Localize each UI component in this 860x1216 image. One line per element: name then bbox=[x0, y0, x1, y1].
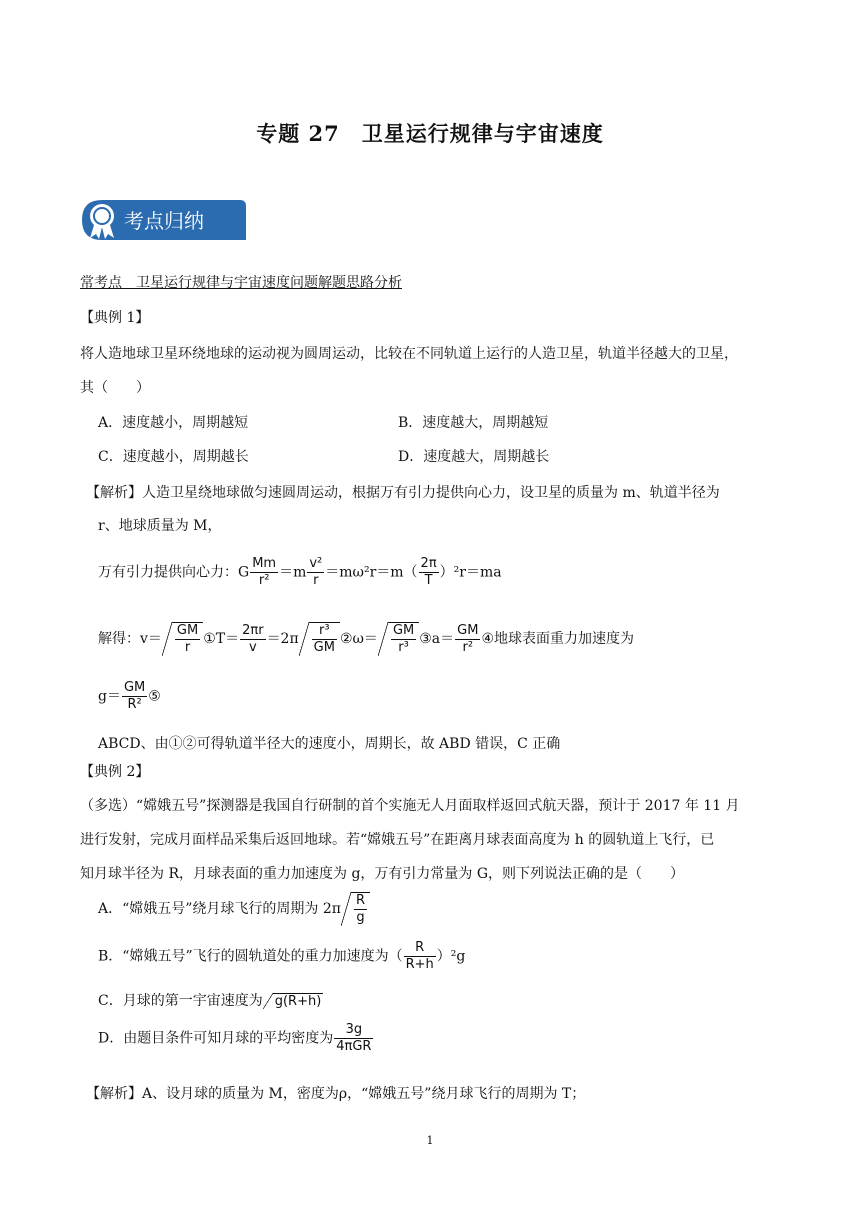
example1-stem-line1: 将人造地球卫星环绕地球的运动视为圆周运动，比较在不同轨道上运行的人造卫星，轨道半径越大的卫星， bbox=[80, 346, 738, 362]
example2-stem-line3: 知月球半径为 R，月球表面的重力加速度为 g，万有引力常量为 G，则下列说法正确的是（ ） bbox=[80, 866, 685, 882]
example1-stem-line2: 其（ ） bbox=[80, 380, 150, 396]
analysis1-line1: 【解析】人造卫星绕地球做匀速圆周运动，根据万有引力提供向心力，设卫星的质量为 m、轨道半径为 bbox=[86, 485, 720, 501]
example1-conclusion: ABCD、由①②可得轨道半径大的速度小，周期长，故 ABD 错误，C 正确 bbox=[98, 736, 561, 752]
example1-label: 【典例 1】 bbox=[80, 310, 150, 326]
equation-gravity: 万有引力提供向心力：G $\frac{Mm}{\text{r²}}$ ＝m $\frac{\text{v²}}{r}$ ＝mω²r＝m（ $\frac{2\pi}{T}$ ）²r＝ma bbox=[98, 556, 502, 588]
badge-label: 考点归纳 bbox=[124, 209, 204, 233]
section-badge bbox=[80, 198, 248, 242]
example2-option-b: B．“嫦娥五号”飞行的圆轨道处的重力加速度为（ $\frac{R}{R+h}$ ）²g bbox=[98, 940, 466, 972]
option-b: B．速度越大，周期越短 bbox=[398, 415, 549, 431]
example2-stem-line1: （多选）“嫦娥五号”探测器是我国自行研制的首个实施无人月面取样返回式航天器，预计于 2017 年 11 月 bbox=[80, 798, 740, 814]
example2-label: 【典例 2】 bbox=[80, 764, 150, 780]
example2-option-c: C．月球的第一宇宙速度为 g(R+h) bbox=[98, 993, 322, 1009]
example2-option-a: A．“嫦娥五号”绕月球飞行的周期为 2π $\frac{R}{g}$ bbox=[98, 892, 370, 926]
equation-solutions: 解得：v＝ $\frac{GM}{r}$ ①T＝ $\frac{2\pi r}{v}$ ＝2π $\frac{\text{r³}}{GM}$ ②ω＝ $\frac{GM}{\text{r³}}$ ③a＝ $\frac{GM}{\text{r²}}$ ④地球表面重力加速度为 bbox=[98, 622, 634, 655]
option-d: D．速度越大，周期越长 bbox=[398, 449, 550, 465]
section-heading: 常考点 卫星运行规律与宇宙速度问题解题思路分析 bbox=[80, 275, 402, 291]
equation-surface-gravity: g＝ $\frac{GM}{\text{R²}}$ ⑤ bbox=[98, 680, 161, 712]
example2-analysis: 【解析】A、设月球的质量为 M，密度为ρ，“嫦娥五号”绕月球飞行的周期为 T； bbox=[86, 1086, 586, 1102]
example2-option-d: D．由题目条件可知月球的平均密度为 $\frac{3g}{\text{4πGR}}$ bbox=[98, 1022, 372, 1054]
option-a: A．速度越小，周期越短 bbox=[98, 415, 249, 431]
example2-stem-line2: 进行发射，完成月面样品采集后返回地球。若“嫦娥五号”在距离月球表面高度为 h 的圆轨道上飞行，已 bbox=[80, 832, 715, 848]
page-title: 专题 27 卫星运行规律与宇宙速度 bbox=[256, 121, 604, 146]
page-number: 1 bbox=[426, 1134, 434, 1147]
option-c: C．速度越小，周期越长 bbox=[98, 449, 249, 465]
analysis1-line2: r、地球质量为 M， bbox=[98, 518, 222, 534]
